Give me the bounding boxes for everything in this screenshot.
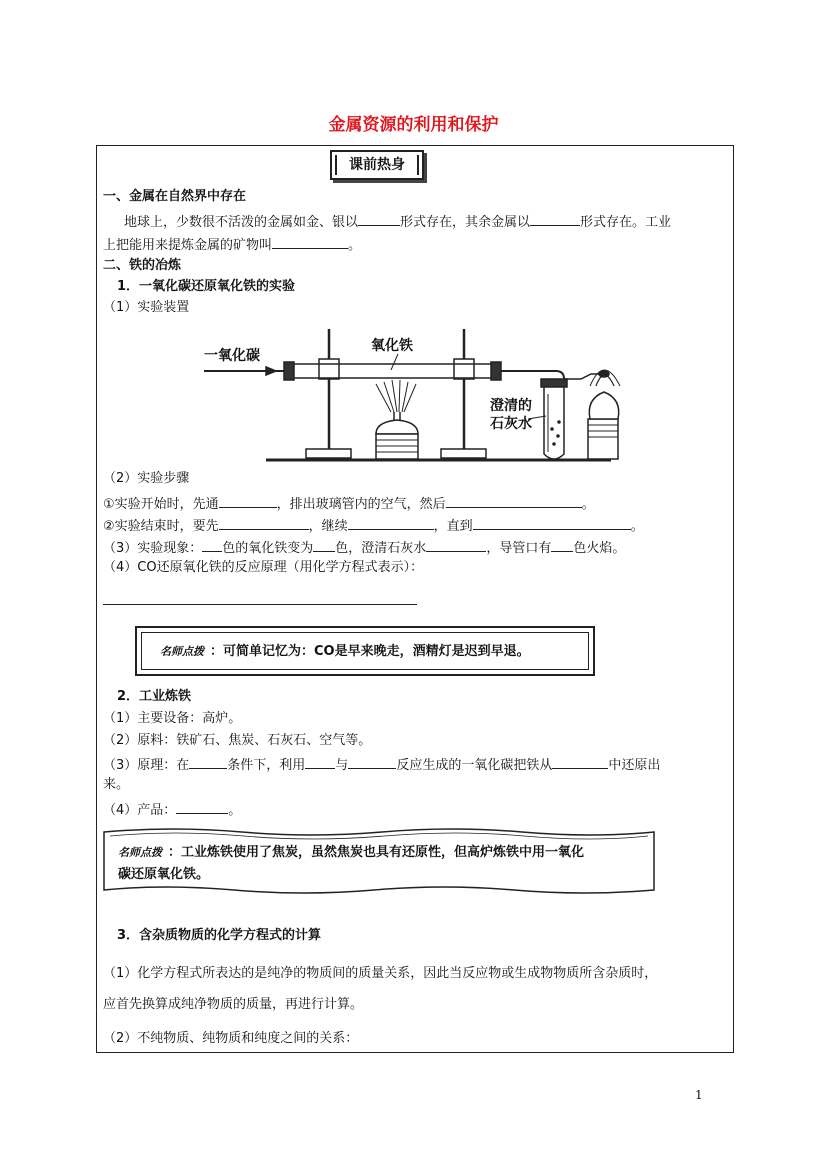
- fill-blank[interactable]: [358, 211, 400, 226]
- paragraph-line: [103, 515, 728, 536]
- paragraph-line: 来。: [103, 777, 130, 792]
- paragraph-line: （2）不纯物质、纯物质和纯度之间的关系：: [103, 1031, 359, 1046]
- paragraph-line: [103, 754, 728, 775]
- section-heading-2: 二、铁的冶炼: [103, 258, 182, 273]
- apparatus-diagram: [186, 324, 656, 466]
- fill-blank[interactable]: [176, 799, 228, 814]
- text: 地球上，少数很不活泼的金属如金、银以: [124, 215, 359, 230]
- text: ，排出玻璃管内的空气，然后: [276, 497, 446, 512]
- answer-line[interactable]: [103, 604, 417, 605]
- paragraph-line: [103, 493, 728, 514]
- paragraph-line: （1）主要设备：高炉。: [103, 711, 242, 726]
- text: 条件下，利用: [227, 758, 306, 773]
- text: 反应生成的一氧化碳把铁从: [396, 758, 553, 773]
- tip-text: 碳还原氧化铁。: [118, 867, 210, 882]
- fill-blank[interactable]: [552, 754, 608, 769]
- text: 形式存在，其余金属以: [400, 215, 531, 230]
- paragraph-line: （2）原料：铁矿石、焦炭、石灰石、空气等。: [103, 733, 372, 748]
- text: 中还原出: [608, 758, 661, 773]
- label-iron-oxide: 氧化铁: [371, 338, 413, 354]
- fill-blank[interactable]: [272, 234, 348, 249]
- tip-signature: 名师点拨: [118, 846, 162, 859]
- fill-blank[interactable]: [426, 537, 486, 552]
- tip-text: ：可简单记忆为：CO是早来晚走，酒精灯是迟到早退。: [210, 644, 530, 659]
- label-limewater-1: 澄清的: [490, 398, 532, 414]
- fill-blank[interactable]: [530, 211, 580, 226]
- text: 。: [581, 497, 595, 512]
- paragraph-line: 应首先换算成纯净物质的质量，再进行计算。: [103, 997, 364, 1012]
- fill-blank[interactable]: [551, 537, 573, 552]
- fill-blank[interactable]: [305, 754, 335, 769]
- paragraph-line: [103, 537, 728, 558]
- item-label: （2）实验步骤: [103, 471, 190, 486]
- item-label: （1）实验装置: [103, 300, 190, 315]
- text: 。: [630, 519, 644, 534]
- fill-blank[interactable]: [313, 537, 335, 552]
- paragraph-line: （1）化学方程式所表达的是纯净的物质间的质量关系，因此当反应物或生成物物质所含杂质时，: [103, 966, 658, 981]
- fill-blank[interactable]: [473, 515, 631, 530]
- subheading-1: 1．一氧化碳还原氧化铁的实验: [117, 279, 296, 294]
- label-limewater-2: 石灰水: [490, 416, 532, 432]
- tip-text: ：工业炼铁使用了焦炭，虽然焦炭也具有还原性，但高炉炼铁中用一氧化: [168, 845, 585, 860]
- page-title: 金属资源的利用和保护: [328, 115, 499, 135]
- text: 与: [335, 758, 349, 773]
- text: （3）原理：在: [103, 758, 190, 773]
- tip-text-block: [118, 842, 648, 886]
- text: 上把能用来提炼金属的矿物叫: [103, 238, 273, 253]
- subheading-2: 2．工业炼铁: [117, 689, 192, 704]
- fill-blank[interactable]: [348, 754, 396, 769]
- text: ，导管口有: [486, 541, 552, 556]
- paragraph-line: [103, 799, 728, 820]
- tip-signature: 名师点拨: [160, 645, 204, 658]
- text: ②实验结束时，要先: [103, 519, 219, 534]
- text: 色火焰。: [573, 541, 626, 556]
- fill-blank[interactable]: [446, 493, 582, 508]
- section-heading-1: 一、金属在自然界中存在: [103, 189, 247, 204]
- text: 色，澄清石灰水: [335, 541, 427, 556]
- paragraph-line: [124, 211, 749, 232]
- item-label: （4）CO还原氧化铁的反应原理（用化学方程式表示）：: [103, 560, 424, 575]
- subheading-3: 3．含杂质物质的化学方程式的计算: [117, 928, 322, 943]
- section-tag: 课前热身: [330, 150, 424, 180]
- page-number: 1: [695, 1088, 703, 1102]
- tip-box-2: [102, 826, 656, 896]
- tip-box-1: [135, 626, 595, 676]
- fill-blank[interactable]: [219, 515, 309, 530]
- text: 形式存在。工业: [580, 215, 672, 230]
- fill-blank[interactable]: [202, 537, 222, 552]
- text: ①实验开始时，先通: [103, 497, 219, 512]
- fill-blank[interactable]: [219, 493, 277, 508]
- text: ，继续: [308, 519, 348, 534]
- text: ，直到: [433, 519, 473, 534]
- fill-blank[interactable]: [348, 515, 434, 530]
- text: （4）产品：: [103, 803, 177, 818]
- text: 。: [228, 803, 242, 818]
- paragraph-line: [103, 234, 728, 255]
- text: （3）实验现象：: [103, 541, 203, 556]
- label-co: 一氧化碳: [204, 348, 260, 364]
- fill-blank[interactable]: [189, 754, 227, 769]
- text: 。: [348, 238, 362, 253]
- text: 色的氧化铁变为: [222, 541, 314, 556]
